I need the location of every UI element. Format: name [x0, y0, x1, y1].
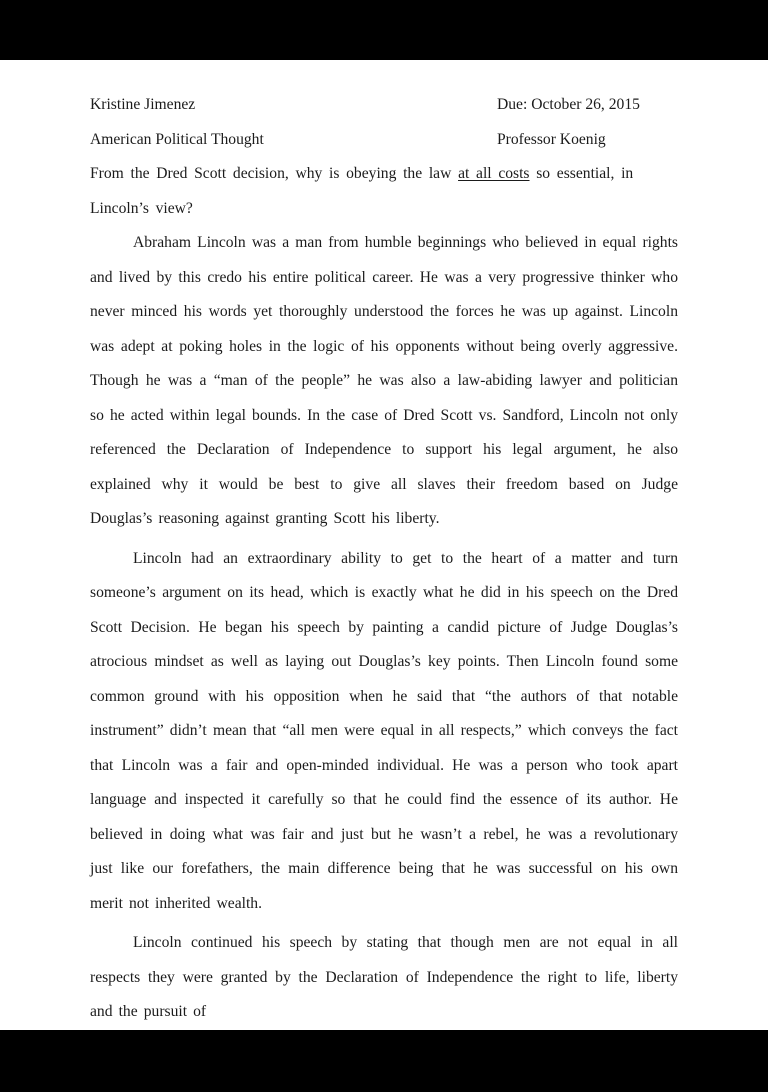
- document-page: [0, 60, 768, 1030]
- question-text-before: From the Dred Scott decision, why is obeying the law: [90, 165, 459, 182]
- author-name: Kristine Jimenez: [90, 96, 196, 113]
- professor-name: Professor Koenig: [497, 130, 606, 148]
- essay-paragraph-3: Lincoln continued his speech by stating that though men are not equal in all respects they were granted by the Declaration of Independence the right to life, liberty and the pursuit of: [90, 934, 678, 1020]
- essay-question: [90, 157, 678, 226]
- essay-header: [90, 88, 678, 157]
- course-name: American Political Thought: [90, 130, 264, 148]
- question-text-underlined: at all costs: [458, 165, 530, 182]
- letterbox-bottom: [0, 1030, 768, 1092]
- question-text-after: so essential, in Lincoln’s view?: [90, 165, 634, 217]
- due-date: Due: October 26, 2015: [497, 96, 640, 113]
- essay-paragraph-2: Lincoln had an extraordinary ability to get to the heart of a matter and turn someone’s argument on its head, which is exactly what he did in his speech on the Dred Scott Decision. He began his speech by painting a candid picture of Judge Douglas’s atrocious mindset as well as laying out Douglas’s key points. Then Lincoln found some common ground with his opposition when he said that “the authors of that notable instrument” didn’t mean that “all men were equal in all respects,” which conveys the fact that Lincoln was a fair and open-minded individual. He was a person who took apart language and inspected it carefully so that he could find the essence of its author. He believed in doing what was fair and just but he wasn’t a rebel, he was a revolutionary just like our forefathers, the main difference being that he was successful on his own merit not inherited wealth.: [90, 549, 678, 912]
- letterbox-top: [0, 0, 768, 60]
- essay-paragraph-1: Abraham Lincoln was a man from humble beginnings who believed in equal rights and lived by this credo his entire political career. He was a very progressive thinker who never minced his words yet thoroughly understood the forces he was up against. Lincoln was adept at poking holes in the logic of his opponents without being overly aggressive. Though he was a “man of the people” he was also a law-abiding lawyer and politician so he acted within legal bounds. In the case of Dred Scott vs. Sandford, Lincoln not only referenced the Declaration of Independence to support his legal argument, he also explained why it would be best to give all slaves their freedom based on Judge Douglas’s reasoning against granting Scott his liberty.: [90, 234, 678, 527]
